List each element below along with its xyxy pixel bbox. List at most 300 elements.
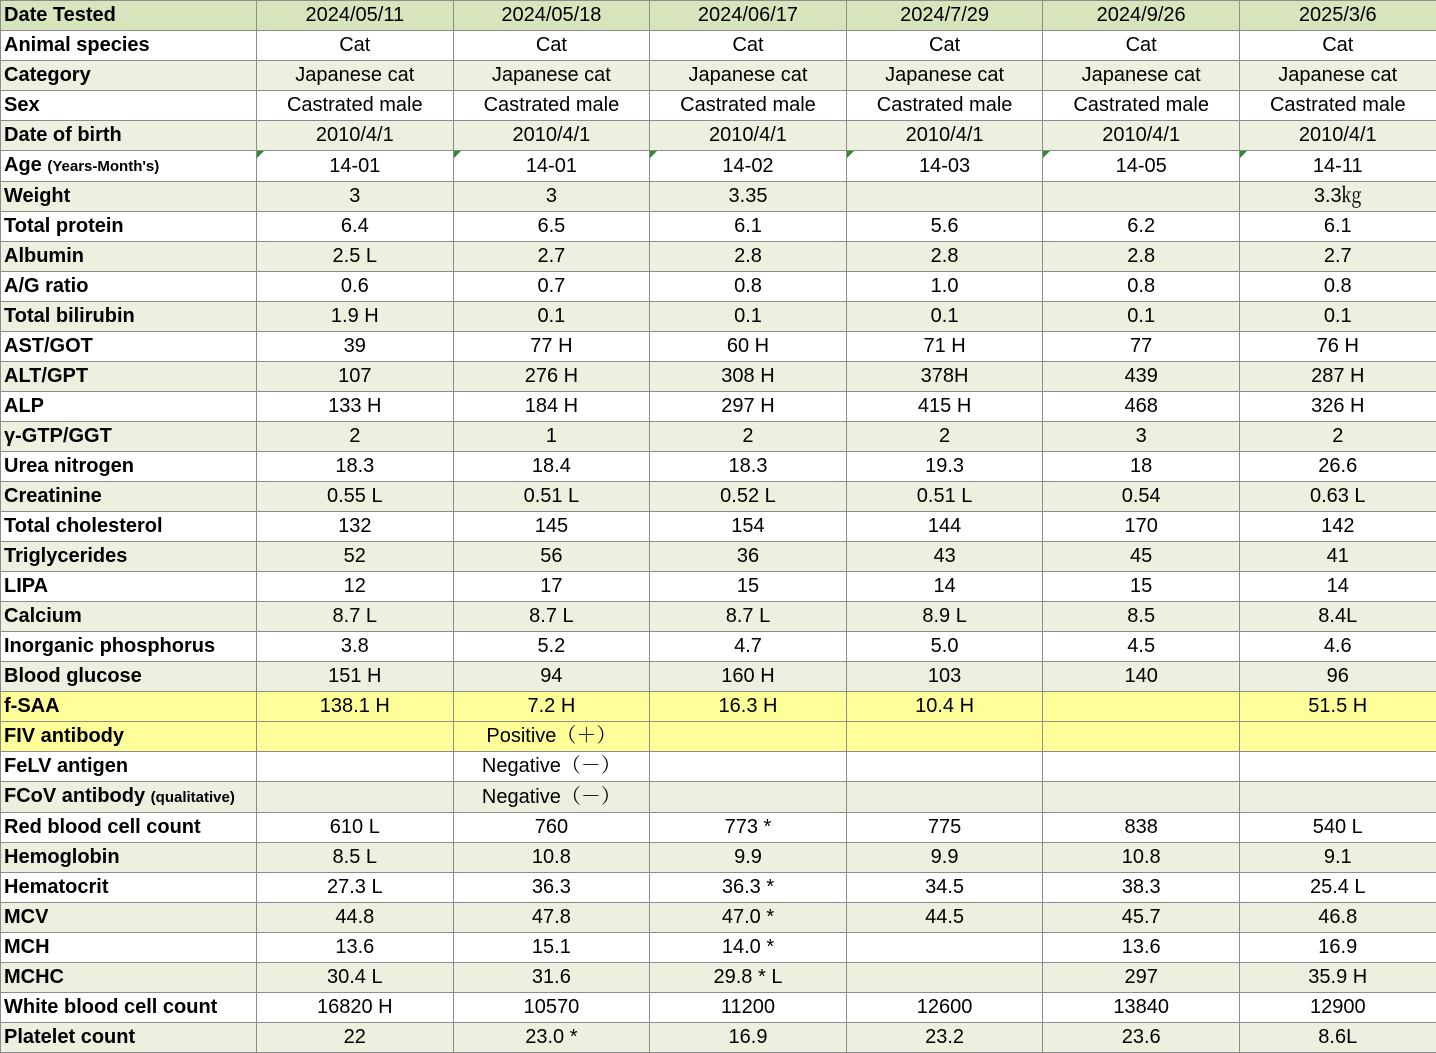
table-cell[interactable]: 160 H (650, 662, 847, 692)
table-cell[interactable]: 76 H (1239, 332, 1436, 362)
row-label[interactable] (1, 1, 257, 31)
table-cell[interactable] (846, 963, 1043, 993)
table-cell[interactable]: 12900 (1239, 993, 1436, 1023)
table-cell[interactable]: 8.9 L (846, 602, 1043, 632)
row-label[interactable] (1, 302, 257, 332)
table-cell[interactable]: 107 (257, 362, 454, 392)
table-cell[interactable]: Japanese cat (257, 61, 454, 91)
table-cell[interactable]: Cat (453, 31, 650, 61)
table-cell[interactable]: 276 H (453, 362, 650, 392)
table-cell[interactable]: 17 (453, 572, 650, 602)
table-row (1, 933, 1436, 963)
table-cell[interactable]: 30.4 L (257, 963, 454, 993)
table-cell[interactable]: 52 (257, 542, 454, 572)
table-cell[interactable]: 36.3 * (650, 873, 847, 903)
table-cell[interactable]: 14 (1239, 572, 1436, 602)
row-label-text: Total protein (4, 215, 124, 237)
table-cell[interactable]: 13.6 (1043, 933, 1240, 963)
table-cell[interactable]: 44.8 (257, 903, 454, 933)
table-row (1, 692, 1436, 722)
table-cell[interactable]: 77 H (453, 332, 650, 362)
row-label[interactable] (1, 121, 257, 151)
table-cell[interactable]: Japanese cat (1239, 61, 1436, 91)
table-row (1, 963, 1436, 993)
table-cell[interactable]: 77 (1043, 332, 1240, 362)
row-label[interactable] (1, 963, 257, 993)
table-cell[interactable]: 0.54 (1043, 482, 1240, 512)
table-cell[interactable]: Japanese cat (1043, 61, 1240, 91)
table-cell[interactable]: 16.9 (1239, 933, 1436, 963)
table-cell[interactable]: 2025/3/6 (1239, 1, 1436, 31)
table-cell[interactable]: 0.63 L (1239, 482, 1436, 512)
table-cell[interactable]: 16.9 (650, 1023, 847, 1053)
table-cell[interactable]: 51.5 H (1239, 692, 1436, 722)
table-cell[interactable]: 2024/05/18 (453, 1, 650, 31)
table-cell[interactable]: Castrated male (257, 91, 454, 121)
table-cell[interactable]: 142 (1239, 512, 1436, 542)
row-label[interactable] (1, 843, 257, 873)
row-label-text: γ-GTP/GGT (4, 425, 112, 447)
table-row (1, 422, 1436, 452)
row-label-suffix: (Years-Month's) (47, 158, 159, 175)
table-cell[interactable] (846, 752, 1043, 782)
table-cell[interactable] (1043, 722, 1240, 752)
table-cell[interactable]: 11200 (650, 993, 847, 1023)
table-cell[interactable]: 540 L (1239, 813, 1436, 843)
row-label-text: Category (4, 64, 91, 86)
table-row (1, 512, 1436, 542)
row-label-text: AST/GOT (4, 335, 93, 357)
table-cell[interactable]: 8.6L (1239, 1023, 1436, 1053)
table-cell[interactable]: Castrated male (1239, 91, 1436, 121)
table-cell[interactable]: 378H (846, 362, 1043, 392)
table-cell[interactable]: 36 (650, 542, 847, 572)
table-cell[interactable]: 0.7 (453, 272, 650, 302)
row-label[interactable] (1, 151, 257, 182)
table-cell[interactable]: 0.6 (257, 272, 454, 302)
table-cell[interactable]: 0.8 (1239, 272, 1436, 302)
row-label-text: Hemoglobin (4, 846, 120, 868)
table-cell[interactable]: 144 (846, 512, 1043, 542)
table-cell[interactable]: 14.0 * (650, 933, 847, 963)
table-cell[interactable]: 14-01 (453, 151, 650, 182)
table-cell[interactable]: 6.1 (650, 212, 847, 242)
table-cell[interactable]: 287 H (1239, 362, 1436, 392)
table-cell[interactable]: 2.5 L (257, 242, 454, 272)
table-cell[interactable]: 43 (846, 542, 1043, 572)
table-cell[interactable]: 13840 (1043, 993, 1240, 1023)
table-cell[interactable]: 3.3㎏ (1239, 182, 1436, 212)
table-cell[interactable]: 140 (1043, 662, 1240, 692)
table-cell[interactable]: 8.7 L (257, 602, 454, 632)
row-label-text: Date of birth (4, 124, 122, 146)
row-label[interactable] (1, 752, 257, 782)
table-cell[interactable] (650, 722, 847, 752)
table-cell[interactable]: 5.2 (453, 632, 650, 662)
table-cell[interactable] (1043, 752, 1240, 782)
table-cell[interactable]: 2010/4/1 (1239, 121, 1436, 151)
table-cell[interactable]: 775 (846, 813, 1043, 843)
table-cell[interactable]: 8.4L (1239, 602, 1436, 632)
table-cell[interactable]: Japanese cat (453, 61, 650, 91)
table-cell[interactable]: 4.5 (1043, 632, 1240, 662)
table-cell[interactable]: 838 (1043, 813, 1240, 843)
table-cell[interactable]: 22 (257, 1023, 454, 1053)
row-label[interactable] (1, 452, 257, 482)
table-cell[interactable]: 0.1 (846, 302, 1043, 332)
table-cell[interactable]: Negative（－） (453, 782, 650, 813)
table-cell[interactable]: Japanese cat (650, 61, 847, 91)
table-cell[interactable]: 36.3 (453, 873, 650, 903)
row-label[interactable] (1, 212, 257, 242)
table-cell[interactable]: 26.6 (1239, 452, 1436, 482)
table-cell[interactable]: 2 (650, 422, 847, 452)
table-cell[interactable] (257, 722, 454, 752)
table-cell[interactable]: 6.5 (453, 212, 650, 242)
row-label-text: Albumin (4, 245, 84, 267)
table-cell[interactable]: 3 (453, 182, 650, 212)
table-cell[interactable]: Cat (846, 31, 1043, 61)
table-cell[interactable]: Cat (1239, 31, 1436, 61)
row-label[interactable] (1, 662, 257, 692)
table-row (1, 302, 1436, 332)
row-label-text: Blood glucose (4, 665, 142, 687)
table-cell[interactable]: 31.6 (453, 963, 650, 993)
table-cell[interactable] (1239, 722, 1436, 752)
table-row (1, 903, 1436, 933)
row-label[interactable] (1, 332, 257, 362)
table-cell[interactable]: 25.4 L (1239, 873, 1436, 903)
table-cell[interactable]: 184 H (453, 392, 650, 422)
table-cell[interactable]: 3 (257, 182, 454, 212)
table-cell[interactable]: 154 (650, 512, 847, 542)
row-label-text: Total cholesterol (4, 515, 163, 537)
table-row (1, 632, 1436, 662)
table-cell[interactable]: 14-01 (257, 151, 454, 182)
table-cell[interactable]: 8.7 L (650, 602, 847, 632)
row-label[interactable] (1, 392, 257, 422)
row-label[interactable] (1, 993, 257, 1023)
table-cell[interactable]: Cat (650, 31, 847, 61)
row-label-text: FeLV antigen (4, 755, 128, 777)
table-cell[interactable]: Cat (257, 31, 454, 61)
table-cell[interactable]: 151 H (257, 662, 454, 692)
table-cell[interactable]: 760 (453, 813, 650, 843)
table-row (1, 1023, 1436, 1053)
table-row (1, 782, 1436, 813)
table-cell[interactable]: 94 (453, 662, 650, 692)
table-cell[interactable]: 15.1 (453, 933, 650, 963)
row-label-text: Inorganic phosphorus (4, 635, 215, 657)
table-cell[interactable] (846, 722, 1043, 752)
table-cell[interactable]: Positive（＋） (453, 722, 650, 752)
table-cell[interactable]: 133 H (257, 392, 454, 422)
table-cell[interactable]: 6.1 (1239, 212, 1436, 242)
table-row (1, 91, 1436, 121)
table-cell[interactable]: 2.8 (1043, 242, 1240, 272)
table-cell[interactable]: 0.1 (1239, 302, 1436, 332)
row-label[interactable] (1, 632, 257, 662)
table-cell[interactable]: 2024/7/29 (846, 1, 1043, 31)
table-cell[interactable]: Castrated male (846, 91, 1043, 121)
table-cell[interactable]: Castrated male (453, 91, 650, 121)
table-cell[interactable]: 1.0 (846, 272, 1043, 302)
row-label[interactable] (1, 512, 257, 542)
table-cell[interactable]: 47.0 * (650, 903, 847, 933)
table-cell[interactable]: Castrated male (650, 91, 847, 121)
table-row (1, 843, 1436, 873)
table-cell[interactable]: 47.8 (453, 903, 650, 933)
table-cell[interactable]: 14-11 (1239, 151, 1436, 182)
table-cell[interactable]: 16820 H (257, 993, 454, 1023)
table-cell[interactable] (1043, 692, 1240, 722)
table-cell[interactable] (846, 782, 1043, 813)
table-cell[interactable]: 10570 (453, 993, 650, 1023)
row-label[interactable] (1, 873, 257, 903)
table-cell[interactable]: 2010/4/1 (1043, 121, 1240, 151)
table-cell[interactable]: 2.7 (453, 242, 650, 272)
table-cell[interactable] (846, 182, 1043, 212)
row-label[interactable] (1, 482, 257, 512)
row-label-text: Urea nitrogen (4, 455, 134, 477)
table-cell[interactable]: 12600 (846, 993, 1043, 1023)
table-cell[interactable]: 23.0 * (453, 1023, 650, 1053)
table-cell[interactable]: 297 (1043, 963, 1240, 993)
row-label[interactable] (1, 692, 257, 722)
table-cell[interactable] (257, 782, 454, 813)
row-label[interactable] (1, 61, 257, 91)
table-cell[interactable]: 2024/05/11 (257, 1, 454, 31)
table-cell[interactable]: 35.9 H (1239, 963, 1436, 993)
table-cell[interactable]: 145 (453, 512, 650, 542)
table-row (1, 722, 1436, 752)
table-row (1, 482, 1436, 512)
row-label-text: Calcium (4, 605, 82, 627)
table-row (1, 362, 1436, 392)
table-cell[interactable]: 2010/4/1 (453, 121, 650, 151)
row-label[interactable] (1, 272, 257, 302)
row-label-suffix: (qualitative) (151, 789, 235, 806)
table-cell[interactable]: 18.4 (453, 452, 650, 482)
table-cell[interactable] (650, 752, 847, 782)
table-cell[interactable]: Castrated male (1043, 91, 1240, 121)
table-cell[interactable]: 10.8 (453, 843, 650, 873)
table-cell[interactable]: 18 (1043, 452, 1240, 482)
table-cell[interactable]: 0.1 (650, 302, 847, 332)
row-label[interactable] (1, 542, 257, 572)
table-cell[interactable]: Cat (1043, 31, 1240, 61)
table-cell[interactable]: 38.3 (1043, 873, 1240, 903)
table-cell[interactable]: 9.9 (846, 843, 1043, 873)
table-cell[interactable]: 5.0 (846, 632, 1043, 662)
table-cell[interactable]: 19.3 (846, 452, 1043, 482)
table-cell[interactable]: 4.7 (650, 632, 847, 662)
table-cell[interactable]: 18.3 (650, 452, 847, 482)
table-cell[interactable]: 1 (453, 422, 650, 452)
table-cell[interactable]: 2 (1239, 422, 1436, 452)
table-cell[interactable]: 60 H (650, 332, 847, 362)
table-cell[interactable]: 39 (257, 332, 454, 362)
table-cell[interactable]: 2.8 (846, 242, 1043, 272)
table-cell[interactable]: 8.5 L (257, 843, 454, 873)
table-cell[interactable] (650, 782, 847, 813)
table-cell[interactable]: 138.1 H (257, 692, 454, 722)
table-cell[interactable]: 4.6 (1239, 632, 1436, 662)
table-cell[interactable]: 8.5 (1043, 602, 1240, 632)
table-cell[interactable]: 44.5 (846, 903, 1043, 933)
table-cell[interactable]: 2.7 (1239, 242, 1436, 272)
table-cell[interactable]: Japanese cat (846, 61, 1043, 91)
table-cell[interactable]: 2.8 (650, 242, 847, 272)
row-label[interactable] (1, 782, 257, 813)
row-label-text: Sex (4, 94, 40, 116)
table-cell[interactable]: 6.2 (1043, 212, 1240, 242)
row-label-text: Total bilirubin (4, 305, 135, 327)
table-cell[interactable]: 56 (453, 542, 650, 572)
row-label-text: Hematocrit (4, 876, 108, 898)
table-cell[interactable]: 0.55 L (257, 482, 454, 512)
table-row (1, 121, 1436, 151)
row-label-text: MCH (4, 936, 50, 958)
row-label-text: Weight (4, 185, 70, 207)
table-cell[interactable]: 34.5 (846, 873, 1043, 903)
row-label[interactable] (1, 903, 257, 933)
table-cell[interactable]: 16.3 H (650, 692, 847, 722)
row-label[interactable] (1, 572, 257, 602)
table-cell[interactable]: 15 (1043, 572, 1240, 602)
table-row (1, 602, 1436, 632)
row-label[interactable] (1, 362, 257, 392)
row-label[interactable] (1, 602, 257, 632)
row-label[interactable] (1, 242, 257, 272)
table-cell[interactable]: 3.35 (650, 182, 847, 212)
table-row (1, 452, 1436, 482)
row-label-text: FIV antibody (4, 725, 124, 747)
row-label-text: LIPA (4, 575, 48, 597)
row-label[interactable] (1, 31, 257, 61)
table-cell[interactable]: 2024/06/17 (650, 1, 847, 31)
table-cell[interactable]: 2024/9/26 (1043, 1, 1240, 31)
table-cell[interactable]: 2010/4/1 (257, 121, 454, 151)
row-label[interactable] (1, 933, 257, 963)
table-cell[interactable]: 13.6 (257, 933, 454, 963)
table-cell[interactable]: 14-03 (846, 151, 1043, 182)
table-row (1, 1, 1436, 31)
table-cell[interactable]: 15 (650, 572, 847, 602)
table-row (1, 212, 1436, 242)
row-label-text: Triglycerides (4, 545, 127, 567)
row-label[interactable] (1, 1023, 257, 1053)
table-cell[interactable]: 308 H (650, 362, 847, 392)
row-label-text: Platelet count (4, 1026, 135, 1048)
table-cell[interactable]: 27.3 L (257, 873, 454, 903)
row-label[interactable] (1, 722, 257, 752)
table-cell[interactable]: 297 H (650, 392, 847, 422)
table-row (1, 813, 1436, 843)
table-cell[interactable]: 1.9 H (257, 302, 454, 332)
row-label-text: Red blood cell count (4, 816, 201, 838)
table-cell[interactable]: 23.2 (846, 1023, 1043, 1053)
table-cell[interactable]: 0.8 (1043, 272, 1240, 302)
table-cell[interactable]: 6.4 (257, 212, 454, 242)
row-label-text: Creatinine (4, 485, 102, 507)
table-cell[interactable]: 2010/4/1 (650, 121, 847, 151)
table-cell[interactable]: 3.8 (257, 632, 454, 662)
row-label-text: MCHC (4, 966, 64, 988)
table-cell[interactable]: Negative（－） (453, 752, 650, 782)
table-cell[interactable]: 14-02 (650, 151, 847, 182)
table-cell[interactable]: 45.7 (1043, 903, 1240, 933)
table-cell[interactable]: 8.7 L (453, 602, 650, 632)
row-label[interactable] (1, 422, 257, 452)
table-cell[interactable]: 10.8 (1043, 843, 1240, 873)
table-row (1, 272, 1436, 302)
table-cell[interactable]: 45 (1043, 542, 1240, 572)
table-cell[interactable]: 326 H (1239, 392, 1436, 422)
table-cell[interactable]: 5.6 (846, 212, 1043, 242)
table-cell[interactable] (1043, 182, 1240, 212)
table-cell[interactable]: 23.6 (1043, 1023, 1240, 1053)
table-cell[interactable]: 2 (257, 422, 454, 452)
table-cell[interactable]: 10.4 H (846, 692, 1043, 722)
table-cell[interactable]: 71 H (846, 332, 1043, 362)
table-cell[interactable]: 3 (1043, 422, 1240, 452)
table-cell[interactable] (846, 933, 1043, 963)
table-cell[interactable]: 468 (1043, 392, 1240, 422)
table-cell[interactable]: 773 * (650, 813, 847, 843)
table-cell[interactable]: 439 (1043, 362, 1240, 392)
table-cell[interactable]: 415 H (846, 392, 1043, 422)
table-cell[interactable]: 14 (846, 572, 1043, 602)
table-cell[interactable]: 0.52 L (650, 482, 847, 512)
table-cell[interactable]: 41 (1239, 542, 1436, 572)
row-label[interactable] (1, 91, 257, 121)
table-row (1, 332, 1436, 362)
table-cell[interactable]: 46.8 (1239, 903, 1436, 933)
table-cell[interactable] (1239, 752, 1436, 782)
table-cell[interactable]: 170 (1043, 512, 1240, 542)
row-label[interactable] (1, 182, 257, 212)
table-cell[interactable]: 96 (1239, 662, 1436, 692)
row-label[interactable] (1, 813, 257, 843)
table-cell[interactable] (1239, 782, 1436, 813)
table-cell[interactable]: 12 (257, 572, 454, 602)
row-label-text: Date Tested (4, 4, 116, 26)
lab-results-body (1, 1, 1436, 1053)
table-cell[interactable]: 103 (846, 662, 1043, 692)
table-cell[interactable]: 9.9 (650, 843, 847, 873)
table-cell[interactable]: 0.8 (650, 272, 847, 302)
table-cell[interactable]: 0.1 (1043, 302, 1240, 332)
table-cell[interactable]: 2 (846, 422, 1043, 452)
row-label-text: White blood cell count (4, 996, 217, 1018)
table-cell[interactable]: 7.2 H (453, 692, 650, 722)
table-cell[interactable]: 14-05 (1043, 151, 1240, 182)
table-cell[interactable]: 0.51 L (453, 482, 650, 512)
table-cell[interactable]: 29.8 * L (650, 963, 847, 993)
table-cell[interactable]: 9.1 (1239, 843, 1436, 873)
table-cell[interactable]: 610 L (257, 813, 454, 843)
table-cell[interactable]: 132 (257, 512, 454, 542)
table-cell[interactable]: 2010/4/1 (846, 121, 1043, 151)
table-row (1, 542, 1436, 572)
table-cell[interactable] (1043, 782, 1240, 813)
table-cell[interactable]: 18.3 (257, 452, 454, 482)
table-cell[interactable]: 0.1 (453, 302, 650, 332)
table-cell[interactable]: 0.51 L (846, 482, 1043, 512)
row-label-text: A/G ratio (4, 275, 88, 297)
table-cell[interactable] (257, 752, 454, 782)
